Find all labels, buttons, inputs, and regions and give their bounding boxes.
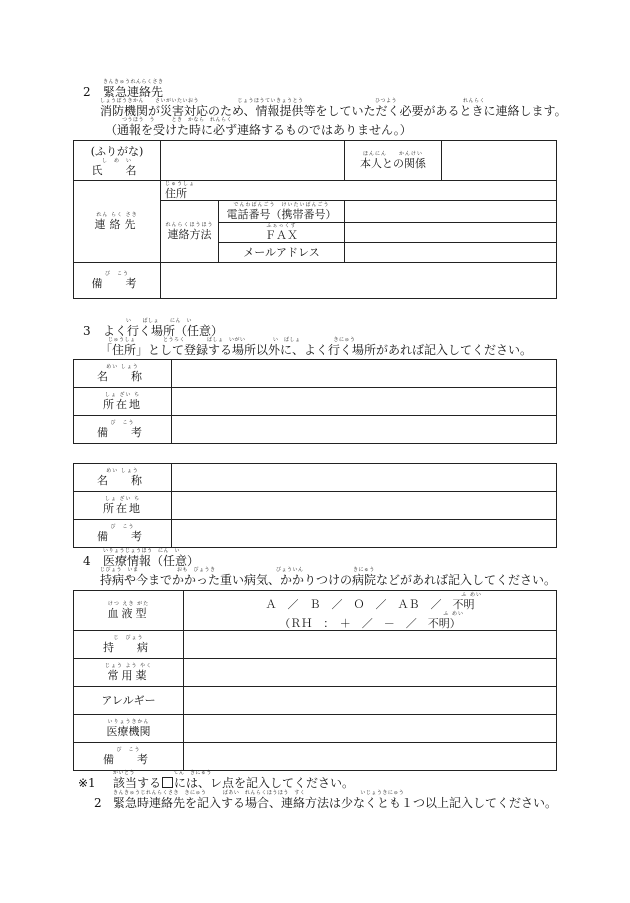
place2-location-ruby: しょ ざい ち: [104, 496, 141, 502]
medical-remarks-label-cell: [74, 743, 184, 771]
blood-type-options[interactable]: Ａ ／ Ｂ ／ Ｏ ／ ＡＢ ／ 不明: [265, 597, 475, 611]
remarks-label: 備 考: [91, 277, 143, 290]
section3-heading-ruby: い ばしょ にん い: [126, 318, 193, 324]
medical-info-table: [73, 590, 557, 771]
section3-heading: よく行く場所（任意）: [103, 324, 224, 338]
place2-name-ruby: めい しょう: [106, 468, 139, 474]
place2-remarks-label: 備 考: [97, 530, 148, 543]
blood-type-options-cell[interactable]: [184, 591, 557, 631]
checkbox-icon: [162, 777, 173, 788]
email-input-cell[interactable]: [345, 243, 557, 263]
rh-unknown-ruby: ふ めい: [443, 610, 464, 617]
name-label-cell: [74, 141, 161, 181]
section4-line1: 持病や今までかかった重い病気、かかりつけの病院などがあれば記入してください。: [100, 573, 557, 587]
method-label: 連絡方法: [167, 228, 212, 241]
place1-name-label-cell: [74, 360, 172, 388]
institution-label: 医療機関: [106, 725, 151, 738]
frequent-place-table-1: [73, 359, 557, 444]
note1-part-b: には、レ点を記入してください。: [174, 776, 355, 790]
section4-heading: 医療情報（任意）: [103, 554, 200, 568]
remarks-label-cell: [74, 263, 161, 299]
address-cell[interactable]: [161, 181, 557, 201]
allergy-input[interactable]: [184, 687, 557, 715]
place1-name-ruby: めい しょう: [106, 364, 139, 370]
place2-remarks-input[interactable]: [172, 520, 557, 548]
fax-input-cell[interactable]: [345, 223, 557, 243]
section2-heading-ruby: きんきゅうれんらくさき: [103, 79, 164, 85]
note2-ruby: きんきゅうじれんらくさき きにゅう ばあい れんらくほうほう すく いじょうきにゅう: [113, 790, 405, 796]
section2-line1-ruby: しょうぼうきかん さいがいたいおう じょうほうていきょうとう ひつよう れんらく: [100, 98, 486, 104]
method-label-cell: [161, 201, 219, 263]
institution-label-cell: [74, 715, 184, 743]
contact-label: 連絡先: [94, 218, 140, 231]
fax-label: ＦＡＸ: [265, 229, 298, 242]
place1-location-label-cell: [74, 388, 172, 416]
place2-name-input[interactable]: [172, 464, 557, 492]
section4-number: 4: [83, 554, 91, 568]
place1-name-input[interactable]: [172, 360, 557, 388]
name-label: 氏 名: [91, 163, 143, 177]
place2-name-label: 名 称: [97, 474, 148, 487]
method-ruby: れんらくほうほう: [165, 222, 214, 228]
relation-label: 本人との関係: [360, 157, 426, 170]
name-ruby: し め い: [101, 157, 132, 164]
blood-type-label-cell: [74, 591, 184, 631]
place2-location-label: 所在地: [103, 502, 142, 515]
section2-line2-ruby: つうほう う とき かなら れんらく: [122, 117, 233, 123]
remarks-input-cell[interactable]: [161, 263, 557, 299]
section3-line1-ruby: じゅうしょ とうろく ばしょ いがい い ばしょ きにゅう: [108, 337, 356, 343]
phone-label: 電話番号（携帯番号）: [226, 208, 337, 221]
place1-remarks-label: 備 考: [97, 426, 148, 439]
allergy-label: アレルギー: [101, 694, 156, 707]
place2-name-label-cell: [74, 464, 172, 492]
section3-line1: 「住所」として登録する場所以外に、よく行く場所があれば記入してください。: [100, 343, 533, 357]
relation-label-cell: [345, 141, 442, 181]
section4-line1-ruby: じびょう いま おも びょうき びょういん きにゅう: [100, 567, 375, 573]
emergency-contact-table: [73, 140, 557, 299]
address-label: 住所: [165, 187, 187, 200]
relation-input-cell[interactable]: [442, 141, 557, 181]
place1-location-ruby: しょ ざい ち: [104, 392, 141, 398]
medical-remarks-input[interactable]: [184, 743, 557, 771]
place1-location-input[interactable]: [172, 388, 557, 416]
blood-unknown-ruby: ふ めい: [461, 591, 482, 598]
place1-location-label: 所在地: [103, 398, 142, 411]
allergy-label-cell: [74, 687, 184, 715]
medical-remarks-ruby: び こう: [116, 747, 141, 753]
place2-location-label-cell: [74, 492, 172, 520]
place1-remarks-label-cell: [74, 416, 172, 444]
place2-remarks-ruby: び こう: [110, 524, 135, 530]
medicine-label: 常用薬: [107, 669, 150, 682]
section4-heading-ruby: いりょうじょうほう にん い: [103, 548, 181, 554]
name-input-cell[interactable]: [161, 141, 345, 181]
place1-remarks-input[interactable]: [172, 416, 557, 444]
place1-name-label: 名 称: [97, 370, 148, 383]
place1-remarks-ruby: び こう: [110, 420, 135, 426]
fax-label-cell: [219, 223, 345, 243]
chronic-label: 持 病: [103, 641, 154, 654]
section2-number: 2: [83, 85, 91, 99]
place2-location-input[interactable]: [172, 492, 557, 520]
contact-ruby: れん らく さき: [96, 212, 138, 218]
institution-ruby: いりょうきかん: [107, 719, 150, 725]
note1-ruby: がいとう てん きにゅう: [113, 770, 212, 776]
medicine-ruby: じょう よう やく: [104, 663, 153, 669]
chronic-input[interactable]: [184, 631, 557, 659]
note2-number: 2: [94, 796, 102, 810]
section2-line2: （通報を受けた時に必ず連絡するものではありません。）: [105, 123, 412, 137]
relation-ruby: ほんにん かんけい: [362, 151, 423, 157]
email-label-cell: [219, 243, 345, 263]
blood-type-ruby: けつ えき がた: [107, 601, 150, 607]
note-prefix: ※1: [78, 776, 96, 790]
blood-type-label: 血液型: [107, 607, 150, 620]
note1: [113, 776, 354, 790]
medicine-label-cell: [74, 659, 184, 687]
phone-input-cell[interactable]: [345, 201, 557, 223]
place2-remarks-label-cell: [74, 520, 172, 548]
note1-part-a: 該当する: [113, 776, 162, 790]
chronic-ruby: じ びょう: [113, 635, 144, 641]
frequent-place-table-2: [73, 463, 557, 548]
medicine-input[interactable]: [184, 659, 557, 687]
furigana-label: (ふりがな): [90, 144, 144, 158]
institution-input[interactable]: [184, 715, 557, 743]
section2-heading: 緊急連絡先: [103, 85, 164, 99]
email-label: メールアドレス: [243, 246, 320, 259]
phone-label-cell: [219, 201, 345, 223]
chronic-label-cell: [74, 631, 184, 659]
section2-line1: 消防機関が災害対応のため、情報提供等をしていただく必要があるときに連絡します。: [100, 104, 567, 118]
address-ruby: じゅうしょ: [165, 181, 196, 187]
contact-label-cell: [74, 181, 161, 263]
section3-number: 3: [83, 324, 91, 338]
phone-ruby: でんわばんごう けいたいばんごう: [233, 202, 330, 208]
note2: 緊急時連絡先を記入する場合、連絡方法は少なくとも１つ以上記入してください。: [113, 796, 558, 810]
medical-remarks-label: 備 考: [103, 753, 154, 766]
fax-ruby: ふぁっくす: [266, 223, 297, 229]
rh-options[interactable]: （ＲＨ ： ＋ ／ － ／ 不明）: [279, 616, 461, 630]
remarks-ruby: び こう: [104, 271, 129, 277]
